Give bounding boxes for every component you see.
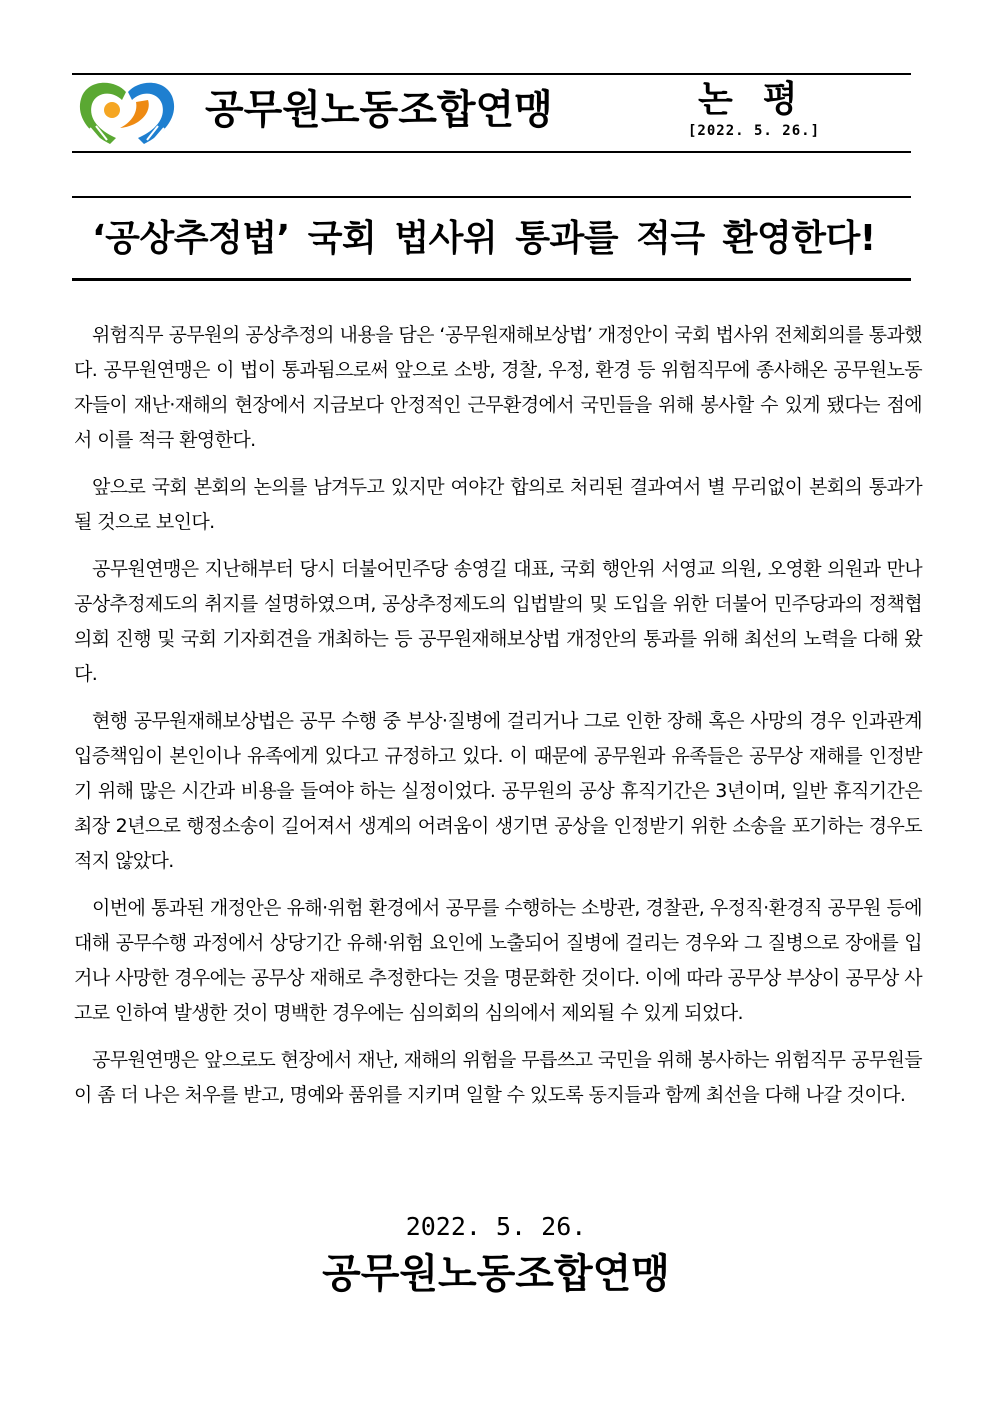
signature-org-name: 공무원노동조합연맹	[322, 1251, 670, 1297]
paragraph: 앞으로 국회 본회의 논의를 남겨두고 있지만 여야간 합의로 처리된 결과여서 별 무리없이 본회의 통과가 될 것으로 보인다.	[74, 476, 922, 533]
paragraph: 이번에 통과된 개정안은 유해·위험 환경에서 공무를 수행하는 소방관, 경찰관, 우정직·환경직 공무원 등에 대해 공무수행 과정에서 상당기간 유해·위험 요인에 노출되어 질병에 걸리는 경우와 그 질병으로 장애를 입거나 사망한 경우에는 공무상 재해로 추정한다는 것을 명문화한 것이다. 이에 따라 공무상 부상이 공무상 사고로 인하여 발생한 것이 명백한 경우에는 심의회의 심의에서 제외될 수 있게 되었다.	[74, 897, 922, 1024]
paragraph: 현행 공무원재해보상법은 공무 수행 중 부상·질병에 걸리거나 그로 인한 장해 혹은 사망의 경우 인과관계 입증책임이 본인이나 유족에게 있다고 규정하고 있다. 이 때문에 공무원과 유족들은 공무상 재해를 인정받기 위해 많은 시간과 비용을 들여야 하는 실정이었다. 공무원의 공상 휴직기간은 3년이며, 일반 휴직기간은 최장 2년으로 행정소송이 길어져서 생계의 어려움이 생기면 공상을 인정받기 위한 소송을 포기하는 경우도 적지 않았다.	[74, 710, 922, 872]
title-bottom-rule	[72, 278, 911, 281]
document-type-label: 논평	[698, 79, 828, 120]
paragraph: 위험직무 공무원의 공상추정의 내용을 담은 ‘공무원재해보상법’ 개정안이 국회 법사위 전체회의를 통과했다. 공무원연맹은 이 법이 통과됨으로써 앞으로 소방, 경찰, 우정, 환경 등 위험직무에 종사해온 공무원노동자들이 재난·재해의 현장에서 지금보다 안정적인 근무환경에서 국민들을 위해 봉사할 수 있게 됐다는 점에서 이를 적극 환영한다.	[74, 324, 922, 451]
paragraph: 공무원연맹은 앞으로도 현장에서 재난, 재해의 위험을 무릅쓰고 국민을 위해 봉사하는 위험직무 공무원들이 좀 더 나은 처우를 받고, 명예와 품위를 지키며 일할 수 있도록 동지들과 함께 최선을 다해 나갈 것이다.	[74, 1049, 922, 1106]
header-top-rule	[72, 73, 911, 75]
title-top-rule	[72, 196, 911, 198]
header-bottom-rule	[72, 151, 911, 153]
paragraph: 공무원연맹은 지난해부터 당시 더불어민주당 송영길 대표, 국회 행안위 서영교 의원, 오영환 의원과 만나 공상추정제도의 취지를 설명하였으며, 공상추정제도의 입법발의 및 도입을 위한 더불어 민주당과의 정책협의회 진행 및 국회 기자회견을 개최하는 등 공무원재해보상법 개정안의 통과를 위해 최선의 노력을 다해 왔다.	[74, 558, 922, 685]
signature-date: 2022. 5. 26.	[405, 1212, 587, 1241]
org-name-heading: 공무원노동조합연맹	[205, 87, 553, 133]
statement-title: ‘공상추정법’ 국회 법사위 통과를 적극 환영한다!	[92, 218, 876, 259]
document-date: [2022. 5. 26.]	[688, 123, 821, 139]
statement-body	[74, 318, 922, 1125]
union-logo-icon	[76, 78, 178, 146]
